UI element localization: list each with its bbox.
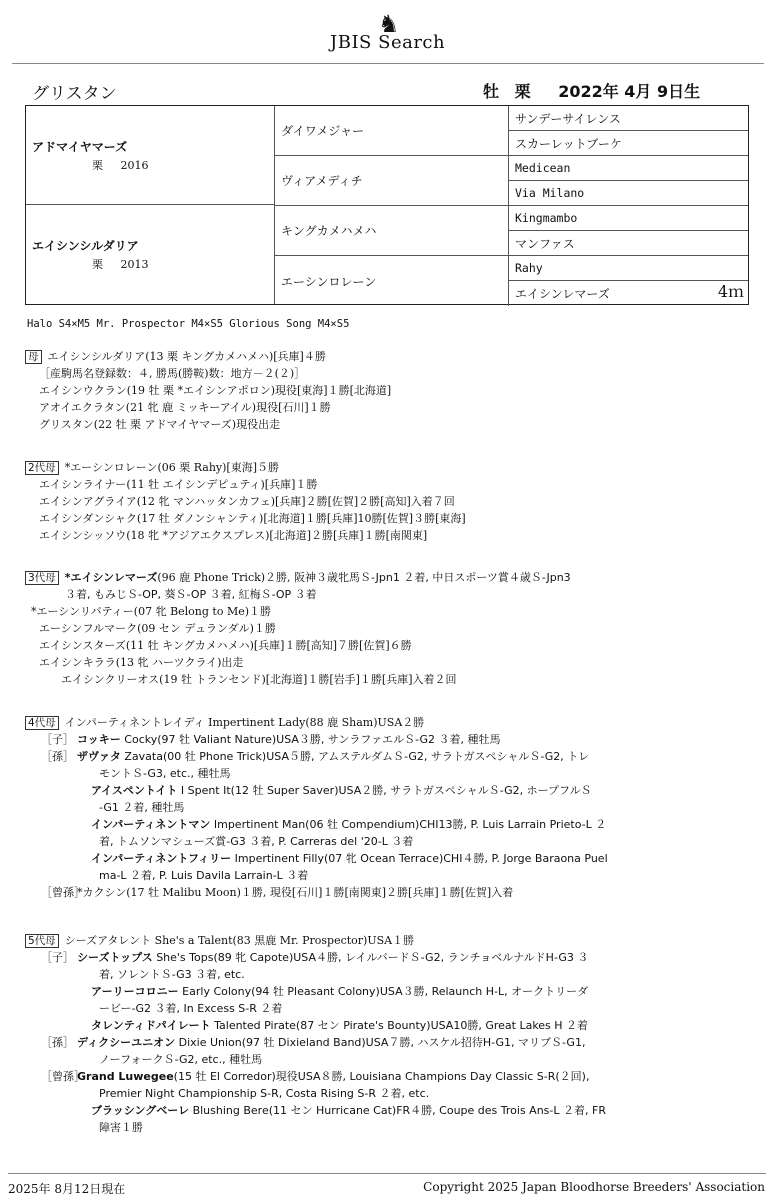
g3-ancestor-name[interactable]: エイシンレマーズ [515, 287, 610, 301]
horse-link[interactable]: シーズトップス [77, 951, 153, 964]
family-text: Impertinent Filly(07 牝 Ocean Terrace)CHI４勝, P. Jorge Baraona Puel [234, 852, 608, 865]
dam-detail: 栗 2013 [92, 258, 149, 271]
family-text: *カクシン(17 牡 Malibu Moon)１勝, 現役[石川]１勝[南関東]２勝[兵庫]１勝[佐賀]入着 [77, 886, 514, 899]
family-line: *エーシンロレーン(06 栗 Rahy)[東海]５勝 [64, 461, 280, 474]
family-text: Dixie Union(97 牡 Dixieland Band)USA７勝, ハスケル招待H-G1, マリブＳ-G1, [178, 1036, 586, 1049]
horse-link[interactable]: インパーティネントマン [91, 818, 211, 831]
family-line: エイシンスターズ(11 牡 キングカメハメハ)[兵庫]１勝[高知]７勝[佐賀]６勝 [39, 639, 412, 652]
family-line: 着, トムソンマシューズ賞-G3 ３着, P. Carreras del '20-L ３着 [99, 835, 414, 848]
race-record: 阪神３歳牝馬Ｓ-Jpn1 ２着, 中日スポーツ賞４歳Ｓ-Jpn3 [294, 571, 571, 584]
horse-link[interactable]: アーリーコロニー [91, 985, 179, 998]
family-line: エイシンライナー(11 牡 エイシンデピュティ)[兵庫]１勝 [39, 478, 318, 491]
family-line: エイシンシルダリア(13 栗 キングカメハメハ)[兵庫]４勝 [47, 350, 326, 363]
family-text: Blushing Bere(11 セン Hurricane Cat)FR４勝, Coupe des Trois Ans-L ２着, FR [192, 1104, 606, 1117]
dam-cell[interactable] [26, 205, 275, 304]
family-line: ［産駒馬名登録数：４, 勝馬(勝鞍)数：地方－２(２)］ [39, 367, 306, 380]
horse-link[interactable]: インパーティネントフィリー [91, 852, 232, 865]
horse-link[interactable]: ブラッシングベーレ [91, 1104, 190, 1117]
family-text: Talented Pirate(87 セン Pirate's Bounty)USA10勝, Great Lakes H ２着 [214, 1019, 589, 1032]
sire-detail: 栗 2016 [92, 158, 149, 172]
footer-divider [8, 1173, 766, 1174]
logo-text: JBIS Search [330, 32, 446, 53]
jbis-search-logo[interactable] [330, 10, 460, 54]
family-line: *エーシンリバティー(07 牝 Belong to Me)１勝 [31, 605, 272, 618]
third-dam-section [25, 569, 755, 688]
section-tag: 母 [25, 350, 42, 364]
family-line: エイシンキララ(13 牝 ハーツクライ)出走 [39, 656, 244, 669]
family-text: (96 鹿 Phone Trick)２勝, [157, 571, 291, 584]
g2-ancestor[interactable]: ダイワメジャー [275, 106, 509, 156]
horse-link[interactable]: *エイシンレマーズ [64, 571, 158, 584]
family-line: ノーフォークＳ-G2, etc., 種牡馬 [99, 1053, 263, 1066]
family-line: エイシンクリーオス(19 牡 トランセンド)[北海道]１勝[岩手]１勝[兵庫]入着２回 [61, 673, 457, 686]
family-line: 障害１勝 [99, 1121, 143, 1134]
g2-ancestor[interactable]: エーシンロレーン [275, 256, 509, 306]
family-line: Premier Night Championship S-R, Costa Rising S-R ２着, etc. [99, 1087, 430, 1100]
inbreeding-crosses: Halo S4×M5 Mr. Prospector M4×S5 Glorious Song M4×S5 [27, 318, 350, 330]
pedigree-table [25, 105, 749, 305]
horse-color: 栗 [514, 82, 531, 101]
family-line: グリスタン(22 牡 栗 アドマイヤマーズ)現役出走 [39, 418, 281, 431]
header-divider [12, 63, 764, 64]
g3-ancestor[interactable] [509, 281, 748, 306]
family-line: エーシンフルマーク(09 セン デュランダル)１勝 [39, 622, 276, 635]
family-text: Zavata(00 牡 Phone Trick)USA５勝, アムステルダムＳ-G2, サラトガスペシャルＳ-G2, トレ [124, 750, 590, 763]
g2-ancestor[interactable]: キングカメハメハ [275, 206, 509, 256]
horse-logo-icon: ♞ [378, 10, 400, 38]
dam-section [25, 348, 755, 433]
sire-name[interactable]: アドマイヤマーズ [32, 139, 128, 154]
family-line: ma-L ２着, P. Luis Davila Larrain-L ３着 [99, 869, 309, 882]
family-line: シーズアタレント She's a Talent(83 黒鹿 Mr. Prospector)USA１勝 [64, 934, 415, 947]
family-text: Early Colony(94 牡 Pleasant Colony)USA３勝, Relaunch H-L, オークトリーダ [182, 985, 589, 998]
footer-date: 2025年 8月12日現在 [8, 1182, 126, 1196]
section-tag: 5代母 [25, 934, 59, 948]
family-text: Impertinent Man(06 牡 Compendium)CHI13勝, P. Luis Larrain Prieto-L ２ [213, 818, 607, 831]
horse-info [483, 79, 710, 102]
family-line: エイシンシッソウ(18 牝 *アジアエクスプレス)[北海道]２勝[兵庫]１勝[南関東] [39, 529, 428, 542]
horse-link[interactable]: Grand Luwegee [77, 1070, 174, 1083]
horse-sex: 牡 [483, 82, 500, 101]
family-line: 着, ソレントＳ-G3 ３着, etc. [99, 968, 245, 981]
horse-link[interactable]: タレンティドパイレート [91, 1019, 211, 1032]
family-line: ３着, もみじＳ-OP, 葵Ｓ-OP ３着, 紅梅Ｓ-OP ３着 [65, 588, 317, 601]
family-text: Cocky(97 牡 Valiant Nature)USA３勝, サンラファエルＳ-G2 ３着, 種牡馬 [124, 733, 501, 746]
g3-ancestor[interactable]: マンファス [509, 231, 748, 256]
relation-label: ［曾孫］ [41, 1070, 85, 1083]
g3-ancestor[interactable]: Kingmambo [509, 206, 748, 231]
horse-name: グリスタン [32, 84, 117, 104]
sire-cell[interactable] [26, 106, 275, 205]
footer-copyright: Copyright 2025 Japan Bloodhorse Breeders' Association [423, 1180, 765, 1194]
family-line: -G1 ２着, 種牡馬 [99, 801, 185, 814]
family-line: アオイエクラタン(21 牝 鹿 ミッキーアイル)現役[石川]１勝 [39, 401, 331, 414]
relation-label: ［子］ [41, 733, 74, 746]
relation-label: ［孫］ [41, 1036, 74, 1049]
section-tag: 3代母 [25, 571, 59, 585]
horse-link[interactable]: コッキー [77, 733, 121, 746]
g3-ancestor[interactable]: Via Milano [509, 181, 748, 206]
family-text: She's Tops(89 牝 Capote)USA４勝, レイルバードＳ-G2, ランチョベルナルドH-G3 ３ [156, 951, 589, 964]
g3-ancestor[interactable]: Medicean [509, 156, 748, 181]
dam-name[interactable]: エイシンシルダリア [32, 239, 139, 253]
relation-label: ［子］ [41, 951, 74, 964]
horse-link[interactable]: アイスペントイト [91, 784, 178, 797]
horse-link[interactable]: ディクシーユニオン [77, 1036, 176, 1049]
g3-ancestor[interactable]: スカーレットブーケ [509, 131, 748, 156]
fourth-dam-section [25, 714, 755, 901]
family-line: ービー-G2 ３着, In Excess S-R ２着 [99, 1002, 283, 1015]
horse-birth: 2022年 4月 9日生 [558, 82, 701, 101]
family-line: エイシンウクラン(19 牡 栗 *エイシンアポロン)現役[東海]１勝[北海道] [39, 384, 392, 397]
family-text: I Spent It(12 牡 Super Saver)USA２勝, サラトガスペシャルＳ-G2, ホープフルＳ [180, 784, 592, 797]
relation-label: ［孫］ [41, 750, 74, 763]
g2-ancestor[interactable]: ヴィアメディチ [275, 156, 509, 206]
family-line: エイシンダンシャク(17 牡 ダノンシャンティ)[北海道]１勝[兵庫]10勝[佐賀]３勝[東海] [39, 512, 466, 525]
horse-link[interactable]: ザヴァタ [77, 750, 121, 763]
inbreed-mark: 4ｍ [717, 282, 744, 301]
section-tag: 4代母 [25, 716, 59, 730]
g3-ancestor[interactable]: Rahy [509, 256, 748, 281]
family-line: エイシンアグライア(12 牝 マンハッタンカフェ)[兵庫]２勝[佐賀]２勝[高知]入着７回 [39, 495, 455, 508]
family-text: (15 牡 El Corredor)現役USA８勝, Louisiana Champions Day Classic S-R(２回), [173, 1070, 590, 1083]
second-dam-section [25, 459, 755, 544]
g3-ancestor[interactable]: サンデーサイレンス [509, 106, 748, 131]
fifth-dam-section [25, 932, 755, 1136]
family-line: モントＳ-G3, etc., 種牡馬 [99, 767, 231, 780]
relation-label: ［曾孫］ [41, 886, 85, 899]
section-tag: 2代母 [25, 461, 59, 475]
family-line: インパーティネントレイディ Impertinent Lady(88 鹿 Sham)USA２勝 [64, 716, 425, 729]
